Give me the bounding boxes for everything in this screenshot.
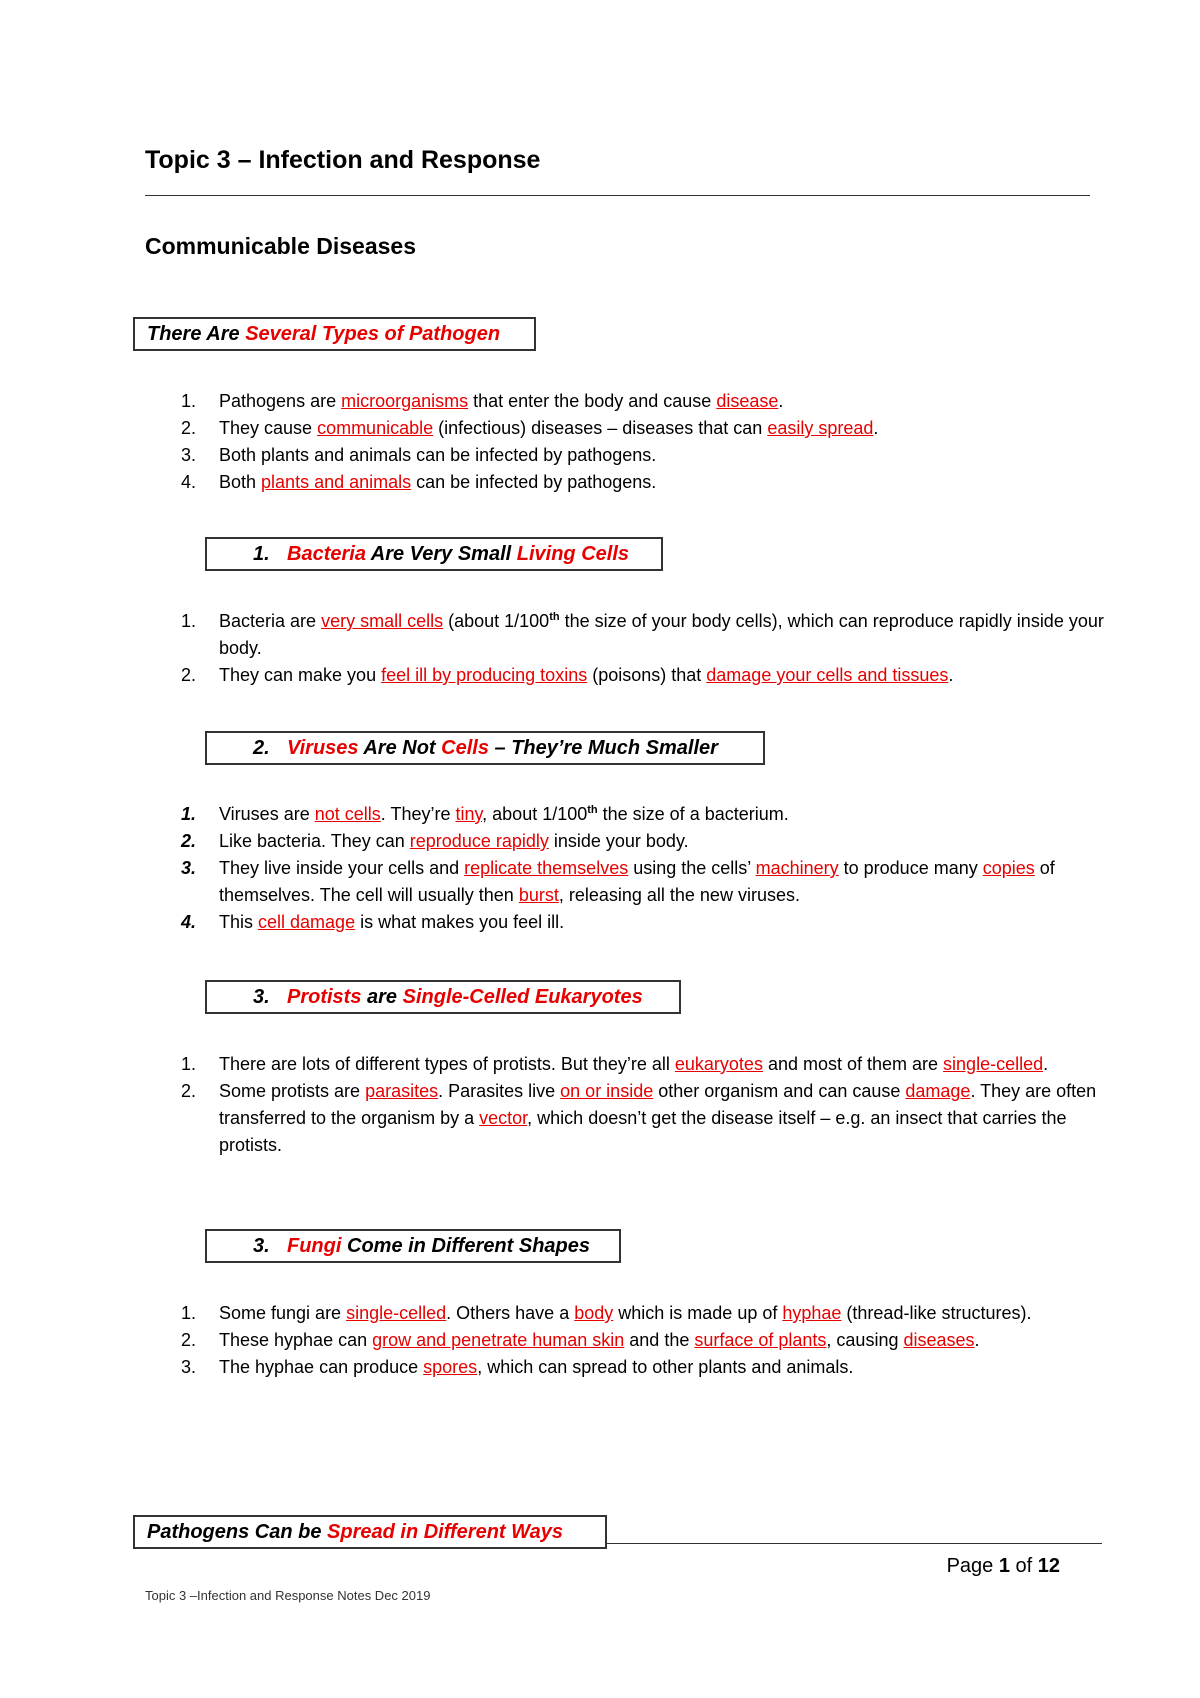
heading-highlight: Fungi (287, 1235, 342, 1257)
text: (about 1/100 (443, 611, 550, 631)
heading-highlight: Single-Celled Eukaryotes (402, 986, 643, 1008)
list-item (145, 662, 1119, 689)
heading-text: are (361, 986, 403, 1008)
list-item (145, 855, 1119, 909)
text: Both (219, 472, 262, 492)
text: . Parasites live (438, 1081, 561, 1101)
text: . (948, 665, 954, 685)
text: Like bacteria. They can (219, 831, 410, 851)
footer-divider (605, 1543, 1102, 1544)
text: (poisons) that (587, 665, 707, 685)
list-item (145, 1300, 1119, 1327)
text: (infectious) diseases – diseases that can (433, 418, 768, 438)
text: . (778, 391, 784, 411)
list-item (145, 1327, 1119, 1354)
keyword: machinery (755, 858, 839, 878)
list-item (145, 1051, 1119, 1078)
text: Both plants and animals can be infected by pathogens. (219, 445, 657, 465)
list-number: 2. (181, 665, 197, 685)
list-item (145, 469, 1119, 496)
keyword: eukaryotes (674, 1054, 763, 1074)
page-label: Page (946, 1555, 999, 1577)
heading-highlight: Spread in Different Ways (327, 1521, 564, 1543)
keyword: body (574, 1303, 614, 1323)
keyword: copies (982, 858, 1035, 878)
list-number: 1. (181, 1054, 197, 1074)
superscript: th (587, 804, 598, 816)
list-item (145, 909, 1119, 936)
keyword: cell damage (258, 912, 356, 932)
text: Some fungi are (219, 1303, 347, 1323)
heading-highlight: Several Types of Pathogen (245, 323, 501, 345)
keyword: disease (716, 391, 779, 411)
section-title: Communicable Diseases (145, 233, 417, 259)
heading-text: Are Very Small (365, 543, 517, 565)
keyword: not cells (314, 804, 381, 824)
keyword: damage your cells and tissues (706, 665, 949, 685)
keyword: parasites (365, 1081, 439, 1101)
text: The hyphae can produce (219, 1357, 424, 1377)
list-item (145, 828, 1119, 855)
bacteria-list (145, 608, 1119, 689)
list-number: 4. (181, 912, 197, 932)
text: and the (624, 1330, 695, 1350)
text: Some protists are (219, 1081, 366, 1101)
heading-text: There Are (147, 323, 246, 345)
pathogen-types-list (145, 388, 1119, 496)
heading-fungi (205, 1229, 621, 1263)
protists-list (145, 1051, 1119, 1159)
heading-protists (205, 980, 681, 1014)
heading-text: Pathogens Can be (147, 1521, 328, 1543)
list-number: 2. (181, 1081, 197, 1101)
heading-number: 1. (253, 543, 270, 565)
keyword: single-celled (943, 1054, 1044, 1074)
text: and most of them are (762, 1054, 944, 1074)
text: Bacteria are (219, 611, 322, 631)
heading-bacteria (205, 537, 663, 571)
fungi-list (145, 1300, 1119, 1381)
text: (thread-like structures). (841, 1303, 1032, 1323)
text: other organism and can cause (653, 1081, 906, 1101)
list-item (145, 388, 1119, 415)
text: These hyphae can (219, 1330, 373, 1350)
text: This (219, 912, 259, 932)
keyword: diseases (903, 1330, 975, 1350)
list-number: 4. (181, 472, 197, 492)
keyword: replicate themselves (464, 858, 629, 878)
keyword: spores (423, 1357, 478, 1377)
list-number: 2. (181, 418, 197, 438)
keyword: vector (479, 1108, 528, 1128)
list-item (145, 442, 1119, 469)
text: . (1043, 1054, 1049, 1074)
list-item (145, 608, 1119, 662)
keyword: surface of plants (694, 1330, 827, 1350)
list-item (145, 1354, 1119, 1381)
text: . They are often transferred to the organism by a (219, 1081, 1097, 1128)
list-number: 1. (181, 611, 197, 631)
heading-text: Are Not (358, 737, 442, 759)
text: to produce many (838, 858, 983, 878)
keyword: burst (518, 885, 559, 905)
heading-pathogen-types (133, 317, 536, 351)
text: the size of your body cells), which can reproduce rapidly inside your body. (219, 611, 1104, 658)
text: . Others have a (446, 1303, 575, 1323)
heading-viruses (205, 731, 765, 765)
keyword: plants and animals (261, 472, 412, 492)
text: using the cells’ (628, 858, 756, 878)
keyword: microorganisms (341, 391, 469, 411)
text: Pathogens are (219, 391, 342, 411)
list-number: 3. (181, 445, 197, 465)
heading-highlight: Viruses (287, 737, 359, 759)
list-number: 1. (181, 391, 197, 411)
text: There are lots of different types of protists. But they’re all (219, 1054, 675, 1074)
text: Viruses are (219, 804, 315, 824)
heading-number: 2. (253, 737, 270, 759)
text: , which doesn’t get the disease itself – e.g. an insect that carries the protists. (219, 1108, 1067, 1155)
heading-highlight: Bacteria (287, 543, 366, 565)
page-total: 12 (1037, 1555, 1060, 1577)
text: . They’re (380, 804, 456, 824)
heading-text: Come in Different Shapes (341, 1235, 591, 1257)
text: that enter the body and cause (468, 391, 717, 411)
heading-highlight: Cells (441, 737, 489, 759)
list-number: 1. (181, 1303, 197, 1323)
text: , releasing all the new viruses. (558, 885, 800, 905)
heading-text: – They’re Much Smaller (488, 737, 718, 759)
list-item (145, 801, 1119, 828)
viruses-list (145, 801, 1119, 936)
document-footer: Topic 3 –Infection and Response Notes Dec 2019 (145, 1588, 431, 1603)
text: They cause (219, 418, 318, 438)
keyword: communicable (317, 418, 434, 438)
text: can be infected by pathogens. (411, 472, 657, 492)
keyword: feel ill by producing toxins (381, 665, 588, 685)
text: They can make you (219, 665, 382, 685)
keyword: hyphae (782, 1303, 842, 1323)
keyword: on or inside (560, 1081, 654, 1101)
page-number (947, 1555, 1060, 1578)
keyword: single-celled (346, 1303, 447, 1323)
text: , causing (826, 1330, 904, 1350)
text: . (974, 1330, 980, 1350)
heading-number: 3. (253, 1235, 270, 1257)
text: , which can spread to other plants and animals. (477, 1357, 854, 1377)
keyword: grow and penetrate human skin (372, 1330, 625, 1350)
keyword: reproduce rapidly (409, 831, 549, 851)
text: . (873, 418, 879, 438)
keyword: damage (905, 1081, 971, 1101)
title-divider (145, 195, 1090, 196)
list-number: 3. (181, 1357, 197, 1377)
text: They live inside your cells and (219, 858, 465, 878)
heading-highlight: Living Cells (516, 543, 630, 565)
list-number: 2. (181, 831, 197, 851)
list-number: 3. (181, 858, 197, 878)
text: which is made up of (613, 1303, 783, 1323)
heading-highlight: Protists (287, 986, 362, 1008)
list-number: 2. (181, 1330, 197, 1350)
keyword: very small cells (321, 611, 444, 631)
page-title: Topic 3 – Infection and Response (145, 146, 541, 174)
superscript: th (549, 611, 560, 623)
list-number: 1. (181, 804, 197, 824)
keyword: easily spread (767, 418, 874, 438)
heading-number: 3. (253, 986, 270, 1008)
keyword: tiny (455, 804, 483, 824)
page-current: 1 (998, 1555, 1010, 1577)
text: inside your body. (548, 831, 689, 851)
text: of themselves. The cell will usually then (219, 858, 1055, 905)
heading-pathogen-spread (133, 1515, 607, 1549)
text: the size of a bacterium. (597, 804, 789, 824)
list-item (145, 415, 1119, 442)
text: , about 1/100 (482, 804, 588, 824)
text: is what makes you feel ill. (355, 912, 565, 932)
page-of: of (1009, 1555, 1038, 1577)
list-item (145, 1078, 1119, 1159)
